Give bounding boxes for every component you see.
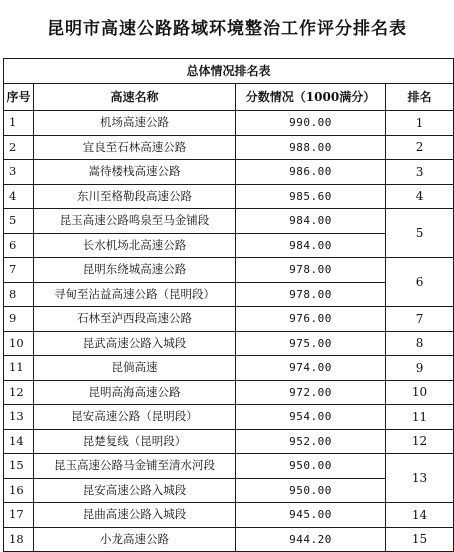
row-index: 3 bbox=[4, 160, 34, 185]
column-header-score: 分数情况（1000满分） bbox=[236, 84, 386, 111]
column-header-index: 序号 bbox=[4, 84, 34, 111]
table-row bbox=[4, 429, 454, 454]
row-name: 寻甸至沾益高速公路（昆明段） bbox=[34, 282, 236, 307]
row-score: 975.00 bbox=[236, 331, 386, 356]
row-index: 8 bbox=[4, 282, 34, 307]
row-name: 昆倘高速 bbox=[34, 356, 236, 381]
row-name: 昆武高速公路入城段 bbox=[34, 331, 236, 356]
row-name: 嵩待楼栈高速公路 bbox=[34, 160, 236, 185]
row-name: 昆安高速公路（昆明段） bbox=[34, 405, 236, 430]
row-index: 1 bbox=[4, 111, 34, 136]
row-index: 13 bbox=[4, 405, 34, 430]
row-rank: 9 bbox=[386, 356, 454, 381]
row-index: 18 bbox=[4, 527, 34, 552]
row-index: 9 bbox=[4, 307, 34, 332]
row-score: 952.00 bbox=[236, 429, 386, 454]
row-name: 机场高速公路 bbox=[34, 111, 236, 136]
row-index: 4 bbox=[4, 184, 34, 209]
table-row bbox=[4, 135, 454, 160]
row-rank: 8 bbox=[386, 331, 454, 356]
row-name: 长水机场北高速公路 bbox=[34, 233, 236, 258]
row-name: 昆安高速公路入城段 bbox=[34, 478, 236, 503]
table-row bbox=[4, 527, 454, 552]
row-rank: 5 bbox=[386, 209, 454, 258]
row-name: 宜良至石林高速公路 bbox=[34, 135, 236, 160]
row-score: 990.00 bbox=[236, 111, 386, 136]
table-row bbox=[4, 454, 454, 479]
row-index: 7 bbox=[4, 258, 34, 283]
table-row bbox=[4, 356, 454, 381]
row-name: 昆楚复线（昆明段） bbox=[34, 429, 236, 454]
table-row bbox=[4, 258, 454, 283]
row-rank: 1 bbox=[386, 111, 454, 136]
row-score: 944.20 bbox=[236, 527, 386, 552]
row-name: 石林至泸西段高速公路 bbox=[34, 307, 236, 332]
table-row bbox=[4, 405, 454, 430]
row-score: 978.00 bbox=[236, 258, 386, 283]
row-rank: 3 bbox=[386, 160, 454, 185]
row-index: 5 bbox=[4, 209, 34, 234]
row-rank: 14 bbox=[386, 503, 454, 528]
row-rank: 4 bbox=[386, 184, 454, 209]
row-name: 昆玉高速公路鸣泉至马金铺段 bbox=[34, 209, 236, 234]
row-name: 东川至格勒段高速公路 bbox=[34, 184, 236, 209]
row-index: 14 bbox=[4, 429, 34, 454]
row-score: 978.00 bbox=[236, 282, 386, 307]
table-row bbox=[4, 331, 454, 356]
table-row bbox=[4, 184, 454, 209]
row-score: 972.00 bbox=[236, 380, 386, 405]
row-score: 954.00 bbox=[236, 405, 386, 430]
table-row bbox=[4, 380, 454, 405]
row-index: 15 bbox=[4, 454, 34, 479]
column-header-name: 高速名称 bbox=[34, 84, 236, 111]
row-index: 17 bbox=[4, 503, 34, 528]
row-rank: 11 bbox=[386, 405, 454, 430]
row-name: 昆明高海高速公路 bbox=[34, 380, 236, 405]
row-score: 950.00 bbox=[236, 478, 386, 503]
table-row bbox=[4, 503, 454, 528]
row-index: 12 bbox=[4, 380, 34, 405]
row-score: 974.00 bbox=[236, 356, 386, 381]
row-rank: 6 bbox=[386, 258, 454, 307]
ranking-table-container bbox=[3, 58, 453, 552]
column-header-rank: 排名 bbox=[386, 84, 454, 111]
row-score: 976.00 bbox=[236, 307, 386, 332]
table-row bbox=[4, 160, 454, 185]
row-index: 2 bbox=[4, 135, 34, 160]
row-rank: 10 bbox=[386, 380, 454, 405]
row-rank: 7 bbox=[386, 307, 454, 332]
row-rank: 12 bbox=[386, 429, 454, 454]
row-index: 11 bbox=[4, 356, 34, 381]
row-rank: 15 bbox=[386, 527, 454, 552]
document-title: 昆明市高速公路路域环境整治工作评分排名表 bbox=[47, 19, 407, 39]
table-row bbox=[4, 209, 454, 234]
row-name: 昆玉高速公路马金铺至清水河段 bbox=[34, 454, 236, 479]
row-name: 昆曲高速公路入城段 bbox=[34, 503, 236, 528]
table-row bbox=[4, 307, 454, 332]
row-score: 986.00 bbox=[236, 160, 386, 185]
row-score: 945.00 bbox=[236, 503, 386, 528]
row-rank: 2 bbox=[386, 135, 454, 160]
row-score: 950.00 bbox=[236, 454, 386, 479]
row-name: 小龙高速公路 bbox=[34, 527, 236, 552]
row-name: 昆明东绕城高速公路 bbox=[34, 258, 236, 283]
table-row bbox=[4, 111, 454, 136]
row-index: 16 bbox=[4, 478, 34, 503]
table-title: 总体情况排名表 bbox=[4, 59, 454, 84]
row-score: 984.00 bbox=[236, 209, 386, 234]
row-index: 6 bbox=[4, 233, 34, 258]
ranking-table bbox=[3, 58, 454, 552]
row-score: 985.60 bbox=[236, 184, 386, 209]
row-score: 988.00 bbox=[236, 135, 386, 160]
row-score: 984.00 bbox=[236, 233, 386, 258]
row-index: 10 bbox=[4, 331, 34, 356]
row-rank: 13 bbox=[386, 454, 454, 503]
